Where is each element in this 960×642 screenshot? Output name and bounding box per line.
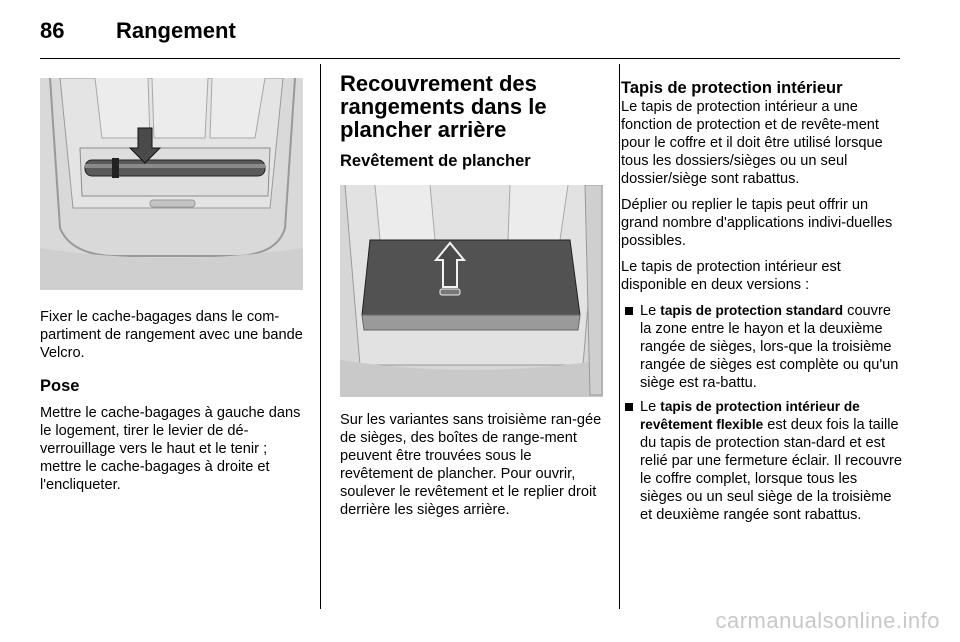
right-column [621,78,903,530]
bullet-standard-mat: Le tapis de protection standard couvre la zone entre le hayon et la deuxième rangée de sièges, lors-que la troisième rangée de sièges est complète ou qu'un siège est ra-battu. [621,302,903,392]
left-column [40,72,304,502]
standard-mat-term: tapis de protection standard [660,303,844,318]
floor-covering-heading: Revêtement de plancher [340,152,531,170]
page-number: 86 [40,18,65,43]
section-heading: Recouvrement des rangements dans le plancher arrière [340,71,547,142]
protective-mat-heading: Tapis de protection intérieur [621,79,843,97]
cargo-cover-illustration [40,78,303,290]
column-divider-right [619,64,620,609]
pose-heading: Pose [40,377,80,395]
watermark: carmanualsonline.info [715,608,940,633]
bullet-square-icon [625,307,633,315]
cargo-cover-caption: Fixer le cache-bagages dans le com-partiment de rangement avec une bande Velcro. [40,309,303,361]
protective-mat-p3: Le tapis de protection intérieur est disponible en deux versions : [621,259,841,293]
header-rule [40,58,900,59]
page-title: Rangement [116,18,236,43]
floor-covering-illustration [340,185,603,397]
protective-mat-p1: Le tapis de protection intérieur a une fonction de protection et de revête-ment pour le coffre et il doit être utilisé lorsque tous les dossiers/sièges ou un seul dossier/siège sont rabattus. [621,99,883,187]
floor-covering-text: Sur les variantes sans troisième ran-gée de sièges, des boîtes de range-ment peuvent être trouvées sous le revêtement de plancher. Pour ouvrir, soulever le revêtement et le replier droit derrière les sièges arrière. [340,412,602,518]
bullet-square-icon [625,403,633,411]
flexible-mat-term: tapis de protection intérieur de revêtement flexible [640,399,860,432]
pose-text: Mettre le cache-bagages à gauche dans le logement, tirer le levier de dé-verrouillage vers le haut et le tenir ; mettre le cache-bagages à droite et l'encliqueter. [40,405,301,493]
protective-mat-p2: Déplier ou replier le tapis peut offrir un grand nombre d'applications indivi-duelles possibles. [621,197,893,249]
column-divider-left [320,64,321,609]
middle-column [340,72,605,527]
bullet-flexible-mat: Le tapis de protection intérieur de revêtement flexible est deux fois la taille du tapis de protection stan-dard et est relié par une fermeture éclair. Il recouvre le coffre complet, lorsque tous les sièges ou un seul siège de la troisième et deuxième rangée sont rabattus. [621,398,903,524]
